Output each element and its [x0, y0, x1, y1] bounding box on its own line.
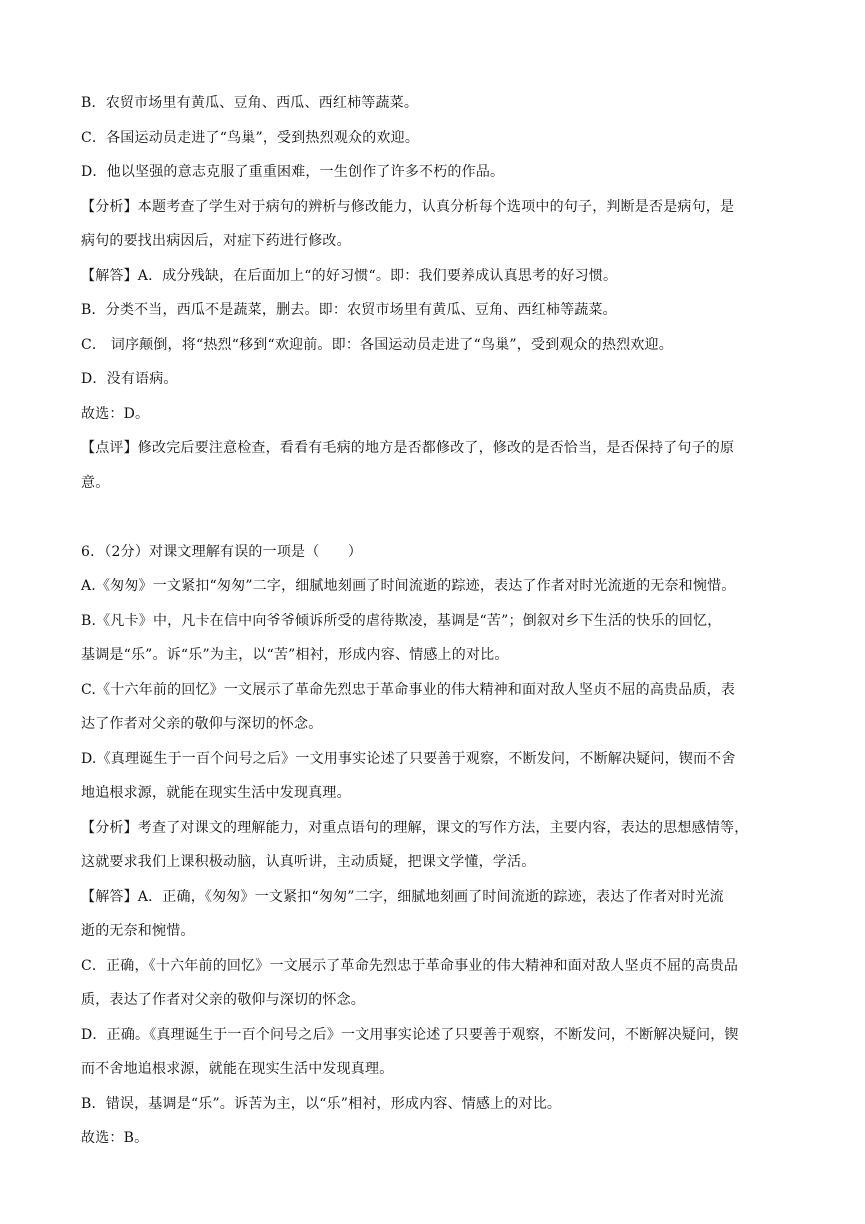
comment-line: 【点评】修改完后要注意检查，看看有毛病的地方是否都修改了，修改的是否恰当，是否保持了句子的原 — [81, 440, 735, 456]
q6-option-c-line-cont: 达了作者对父亲的敬仰与深切的怀念。 — [81, 716, 323, 732]
q6-option-d-line: D.《真理诞生于一百个问号之后》一文用事实论述了只要善于观察，不断发问，不断解决疑问，锲而不舍 — [81, 750, 736, 767]
q6-answer-d-line-cont: 而不舍地追根求源，就能在现实生活中发现真理。 — [81, 1061, 394, 1077]
q6-choice-line: 故选：B。 — [81, 1130, 149, 1146]
q6-answer-c-line-cont: 质，表达了作者对父亲的敬仰与深切的怀念。 — [81, 992, 365, 1008]
q6-answer-c-line: C．正确，《十六年前的回忆》一文展示了革命先烈忠于革命事业的伟大精神和面对敌人坚贞不屈的高贵品 — [81, 957, 739, 974]
answer-c-line: C． 词序颠倒，将“热烈“移到“欢迎前。即：各国运动员走进了“鸟巢”，受到观众的热烈欢迎。 — [81, 336, 673, 353]
q6-option-a-line: A.《匆匆》一文紧扣“匆匆”二字，细腻地刻画了时间流逝的踪迹，表达了作者对时光流逝的无奈和惋惜。 — [81, 578, 736, 594]
q6-answer-b-line: B．错误，基调是“乐”。诉苦为主，以“乐”相衬，形成内容、情感上的对比。 — [81, 1095, 562, 1112]
q6-option-d-line-cont: 地追根求源，就能在现实生活中发现真理。 — [81, 785, 351, 801]
q6-option-b-line-cont: 基调是“乐”。诉“乐”为主，以“苦”相衬，形成内容、情感上的对比。 — [81, 647, 509, 663]
answer-line: 【解答】A．成分残缺，在后面加上“的好习惯“。即：我们要养成认真思考的好习惯。 — [81, 267, 618, 284]
q6-analysis-line-cont: 这就要求我们上课积极动脑，认真听讲，主动质疑，把课文学懂，学活。 — [81, 854, 536, 870]
comment-line-cont: 意。 — [81, 474, 110, 491]
answer-d-line: D．没有语病。 — [81, 371, 178, 387]
analysis-line-cont: 病句的要找出病因后，对症下药进行修改。 — [81, 233, 351, 249]
question-6-line: 6．（2分）对课文理解有误的一项是（ ） — [81, 543, 363, 560]
option-b-line: B．农贸市场里有黄瓜、豆角、西瓜、西红柿等蔬菜。 — [81, 95, 419, 111]
q6-answer-d-line: D．正确。《真理诞生于一百个问号之后》一文用事实论述了只要善于观察，不断发问，不断解决疑问，锲 — [81, 1026, 739, 1043]
blank-line — [81, 500, 786, 535]
choice-line: 故选：D。 — [81, 405, 150, 422]
analysis-line: 【分析】本题考查了学生对于病句的辨析与修改能力，认真分析每个选项中的句子，判断是否是病句，是 — [81, 198, 735, 215]
q6-answer-line: 【解答】A．正确，《匆匆》一文紧扣“匆匆”二字，细腻地刻画了时间流逝的踪迹，表达了作者对时光流 — [81, 888, 724, 905]
q6-analysis-line: 【分析】考查了对课文的理解能力，对重点语句的理解，课文的写作方法，主要内容，表达的思想感情等， — [81, 819, 749, 836]
option-c-line: C．各国运动员走进了“鸟巢”，受到热烈观众的欢迎。 — [81, 129, 420, 146]
answer-b-line: B．分类不当，西瓜不是蔬菜，删去。即：农贸市场里有黄瓜、豆角、西红柿等蔬菜。 — [81, 302, 617, 318]
q6-answer-line-cont: 逝的无奈和惋惜。 — [81, 923, 195, 939]
document-page — [81, 86, 786, 1156]
option-d-line: D．他以坚强的意志克服了重重困难，一生创作了许多不朽的作品。 — [81, 164, 505, 180]
q6-option-c-line: C.《十六年前的回忆》一文展示了革命先烈忠于革命事业的伟大精神和面对敌人坚贞不屈的高贵品质，表 — [81, 681, 736, 698]
q6-option-b-line: B.《凡卡》中，凡卡在信中向爷爷倾诉所受的虐待欺凌，基调是“苦”；倒叙对乡下生活的快乐的回忆， — [81, 612, 722, 629]
